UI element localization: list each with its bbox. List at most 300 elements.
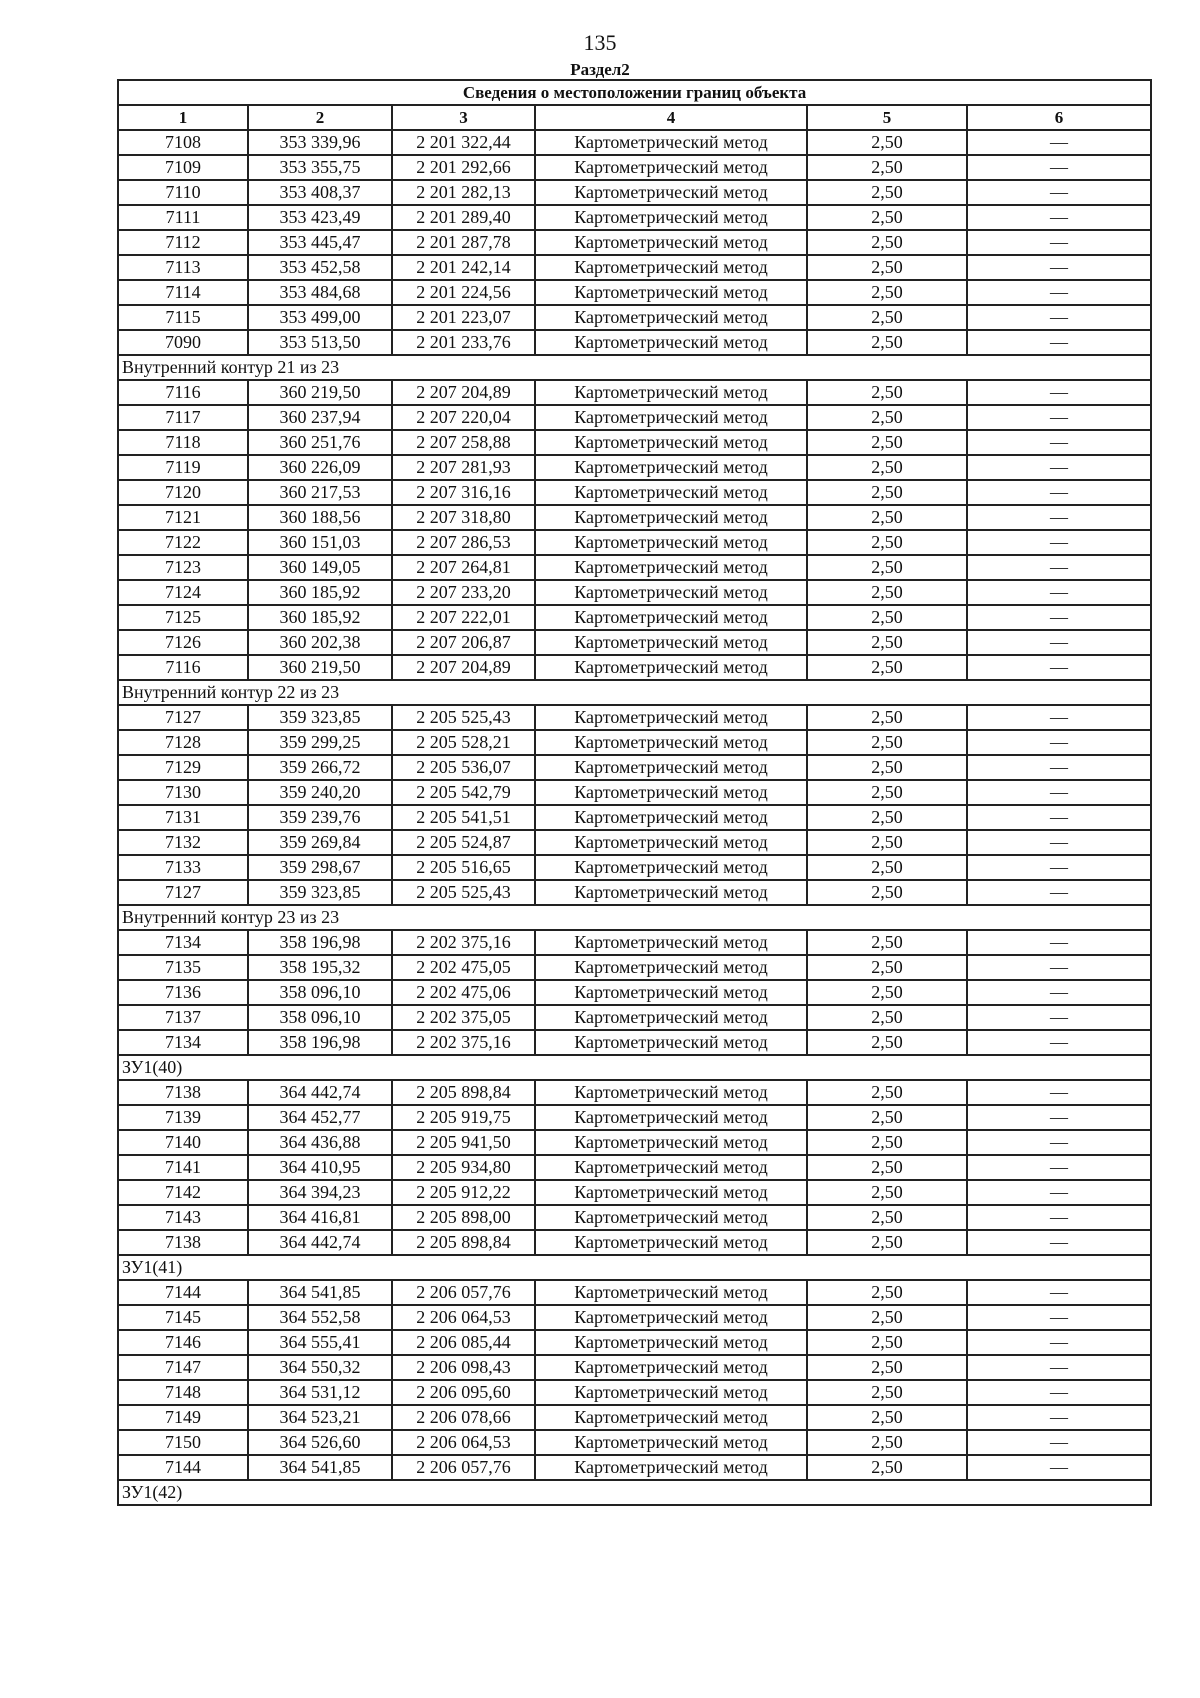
table-row (118, 430, 1151, 455)
y-coordinate-cell: 2 205 516,65 (392, 855, 535, 880)
accuracy-cell: 2,50 (807, 230, 967, 255)
contour-group-label: ЗУ1(42) (118, 1480, 1151, 1505)
x-coordinate-cell: 364 416,81 (248, 1205, 392, 1230)
table-header-row (118, 105, 1151, 130)
method-cell: Картометрический метод (535, 1005, 807, 1030)
method-cell: Картометрический метод (535, 480, 807, 505)
x-coordinate-cell: 364 541,85 (248, 1280, 392, 1305)
table-caption: Сведения о местоположении границ объекта (118, 80, 1151, 105)
method-cell: Картометрический метод (535, 805, 807, 830)
accuracy-cell: 2,50 (807, 205, 967, 230)
y-coordinate-cell: 2 205 536,07 (392, 755, 535, 780)
point-number-cell: 7111 (118, 205, 248, 230)
description-cell: — (967, 580, 1151, 605)
column-header: 4 (535, 105, 807, 130)
point-number-cell: 7109 (118, 155, 248, 180)
table-row (118, 380, 1151, 405)
description-cell: — (967, 455, 1151, 480)
y-coordinate-cell: 2 207 222,01 (392, 605, 535, 630)
y-coordinate-cell: 2 202 375,05 (392, 1005, 535, 1030)
point-number-cell: 7127 (118, 880, 248, 905)
y-coordinate-cell: 2 201 223,07 (392, 305, 535, 330)
accuracy-cell: 2,50 (807, 1005, 967, 1030)
description-cell: — (967, 930, 1151, 955)
table-row (118, 1380, 1151, 1405)
point-number-cell: 7150 (118, 1430, 248, 1455)
x-coordinate-cell: 360 219,50 (248, 655, 392, 680)
description-cell: — (967, 480, 1151, 505)
description-cell: — (967, 755, 1151, 780)
y-coordinate-cell: 2 207 264,81 (392, 555, 535, 580)
point-number-cell: 7126 (118, 630, 248, 655)
accuracy-cell: 2,50 (807, 580, 967, 605)
point-number-cell: 7140 (118, 1130, 248, 1155)
x-coordinate-cell: 358 096,10 (248, 980, 392, 1005)
description-cell: — (967, 1280, 1151, 1305)
accuracy-cell: 2,50 (807, 955, 967, 980)
contour-group-row (118, 680, 1151, 705)
method-cell: Картометрический метод (535, 930, 807, 955)
accuracy-cell: 2,50 (807, 1205, 967, 1230)
accuracy-cell: 2,50 (807, 155, 967, 180)
method-cell: Картометрический метод (535, 1405, 807, 1430)
x-coordinate-cell: 360 151,03 (248, 530, 392, 555)
x-coordinate-cell: 364 442,74 (248, 1080, 392, 1105)
x-coordinate-cell: 364 442,74 (248, 1230, 392, 1255)
x-coordinate-cell: 353 355,75 (248, 155, 392, 180)
x-coordinate-cell: 358 195,32 (248, 955, 392, 980)
table-row (118, 1305, 1151, 1330)
x-coordinate-cell: 358 096,10 (248, 1005, 392, 1030)
method-cell: Картометрический метод (535, 630, 807, 655)
x-coordinate-cell: 359 266,72 (248, 755, 392, 780)
x-coordinate-cell: 358 196,98 (248, 930, 392, 955)
accuracy-cell: 2,50 (807, 705, 967, 730)
point-number-cell: 7115 (118, 305, 248, 330)
point-number-cell: 7149 (118, 1405, 248, 1430)
y-coordinate-cell: 2 207 206,87 (392, 630, 535, 655)
x-coordinate-cell: 364 541,85 (248, 1455, 392, 1480)
contour-group-row (118, 905, 1151, 930)
point-number-cell: 7124 (118, 580, 248, 605)
accuracy-cell: 2,50 (807, 130, 967, 155)
accuracy-cell: 2,50 (807, 880, 967, 905)
y-coordinate-cell: 2 206 098,43 (392, 1355, 535, 1380)
contour-group-row (118, 1480, 1151, 1505)
table-row (118, 780, 1151, 805)
method-cell: Картометрический метод (535, 155, 807, 180)
y-coordinate-cell: 2 201 224,56 (392, 280, 535, 305)
table-row (118, 1405, 1151, 1430)
method-cell: Картометрический метод (535, 230, 807, 255)
table-row (118, 805, 1151, 830)
description-cell: — (967, 805, 1151, 830)
description-cell: — (967, 1180, 1151, 1205)
accuracy-cell: 2,50 (807, 1105, 967, 1130)
description-cell: — (967, 255, 1151, 280)
description-cell: — (967, 1230, 1151, 1255)
description-cell: — (967, 630, 1151, 655)
boundary-table (117, 79, 1152, 1506)
contour-group-row (118, 355, 1151, 380)
description-cell: — (967, 655, 1151, 680)
y-coordinate-cell: 2 205 934,80 (392, 1155, 535, 1180)
method-cell: Картометрический метод (535, 755, 807, 780)
table-row (118, 1205, 1151, 1230)
table-row (118, 1005, 1151, 1030)
point-number-cell: 7138 (118, 1230, 248, 1255)
accuracy-cell: 2,50 (807, 430, 967, 455)
table-row (118, 405, 1151, 430)
point-number-cell: 7144 (118, 1455, 248, 1480)
accuracy-cell: 2,50 (807, 605, 967, 630)
table-row (118, 655, 1151, 680)
table-row (118, 980, 1151, 1005)
point-number-cell: 7122 (118, 530, 248, 555)
x-coordinate-cell: 353 499,00 (248, 305, 392, 330)
method-cell: Картометрический метод (535, 955, 807, 980)
description-cell: — (967, 605, 1151, 630)
method-cell: Картометрический метод (535, 655, 807, 680)
description-cell: — (967, 1355, 1151, 1380)
description-cell: — (967, 1380, 1151, 1405)
table-row (118, 155, 1151, 180)
accuracy-cell: 2,50 (807, 1180, 967, 1205)
table-row (118, 1355, 1151, 1380)
y-coordinate-cell: 2 207 220,04 (392, 405, 535, 430)
description-cell: — (967, 1455, 1151, 1480)
table-row (118, 730, 1151, 755)
accuracy-cell: 2,50 (807, 1155, 967, 1180)
method-cell: Картометрический метод (535, 1455, 807, 1480)
table-row (118, 1030, 1151, 1055)
y-coordinate-cell: 2 205 528,21 (392, 730, 535, 755)
table-row (118, 1180, 1151, 1205)
x-coordinate-cell: 359 299,25 (248, 730, 392, 755)
accuracy-cell: 2,50 (807, 930, 967, 955)
accuracy-cell: 2,50 (807, 1230, 967, 1255)
y-coordinate-cell: 2 202 375,16 (392, 1030, 535, 1055)
y-coordinate-cell: 2 205 898,84 (392, 1230, 535, 1255)
accuracy-cell: 2,50 (807, 1455, 967, 1480)
point-number-cell: 7128 (118, 730, 248, 755)
column-header: 3 (392, 105, 535, 130)
method-cell: Картометрический метод (535, 780, 807, 805)
table-row (118, 205, 1151, 230)
description-cell: — (967, 130, 1151, 155)
point-number-cell: 7121 (118, 505, 248, 530)
point-number-cell: 7144 (118, 1280, 248, 1305)
method-cell: Картометрический метод (535, 430, 807, 455)
description-cell: — (967, 505, 1151, 530)
table-row (118, 955, 1151, 980)
accuracy-cell: 2,50 (807, 1380, 967, 1405)
contour-group-row (118, 1255, 1151, 1280)
column-header: 1 (118, 105, 248, 130)
contour-group-label: Внутренний контур 21 из 23 (118, 355, 1151, 380)
description-cell: — (967, 330, 1151, 355)
accuracy-cell: 2,50 (807, 1330, 967, 1355)
accuracy-cell: 2,50 (807, 1305, 967, 1330)
description-cell: — (967, 730, 1151, 755)
accuracy-cell: 2,50 (807, 330, 967, 355)
point-number-cell: 7108 (118, 130, 248, 155)
y-coordinate-cell: 2 206 064,53 (392, 1430, 535, 1455)
method-cell: Картометрический метод (535, 580, 807, 605)
accuracy-cell: 2,50 (807, 380, 967, 405)
table-row (118, 1130, 1151, 1155)
accuracy-cell: 2,50 (807, 980, 967, 1005)
table-row (118, 1230, 1151, 1255)
accuracy-cell: 2,50 (807, 780, 967, 805)
description-cell: — (967, 1155, 1151, 1180)
method-cell: Картометрический метод (535, 1030, 807, 1055)
method-cell: Картометрический метод (535, 280, 807, 305)
table-row (118, 130, 1151, 155)
y-coordinate-cell: 2 207 316,16 (392, 480, 535, 505)
point-number-cell: 7116 (118, 655, 248, 680)
description-cell: — (967, 1205, 1151, 1230)
description-cell: — (967, 1030, 1151, 1055)
table-row (118, 530, 1151, 555)
x-coordinate-cell: 364 394,23 (248, 1180, 392, 1205)
x-coordinate-cell: 353 423,49 (248, 205, 392, 230)
table-row (118, 755, 1151, 780)
x-coordinate-cell: 360 149,05 (248, 555, 392, 580)
table-row (118, 1155, 1151, 1180)
column-header: 6 (967, 105, 1151, 130)
table-row (118, 1455, 1151, 1480)
description-cell: — (967, 980, 1151, 1005)
method-cell: Картометрический метод (535, 1430, 807, 1455)
x-coordinate-cell: 364 552,58 (248, 1305, 392, 1330)
point-number-cell: 7137 (118, 1005, 248, 1030)
description-cell: — (967, 705, 1151, 730)
y-coordinate-cell: 2 201 242,14 (392, 255, 535, 280)
description-cell: — (967, 180, 1151, 205)
y-coordinate-cell: 2 207 318,80 (392, 505, 535, 530)
accuracy-cell: 2,50 (807, 505, 967, 530)
accuracy-cell: 2,50 (807, 555, 967, 580)
x-coordinate-cell: 364 452,77 (248, 1105, 392, 1130)
accuracy-cell: 2,50 (807, 630, 967, 655)
description-cell: — (967, 1305, 1151, 1330)
x-coordinate-cell: 360 185,92 (248, 605, 392, 630)
description-cell: — (967, 1130, 1151, 1155)
y-coordinate-cell: 2 205 898,00 (392, 1205, 535, 1230)
accuracy-cell: 2,50 (807, 1280, 967, 1305)
table-row (118, 505, 1151, 530)
x-coordinate-cell: 360 219,50 (248, 380, 392, 405)
contour-group-label: Внутренний контур 22 из 23 (118, 680, 1151, 705)
y-coordinate-cell: 2 201 282,13 (392, 180, 535, 205)
x-coordinate-cell: 359 323,85 (248, 880, 392, 905)
description-cell: — (967, 155, 1151, 180)
description-cell: — (967, 955, 1151, 980)
accuracy-cell: 2,50 (807, 755, 967, 780)
y-coordinate-cell: 2 201 292,66 (392, 155, 535, 180)
column-header: 2 (248, 105, 392, 130)
method-cell: Картометрический метод (535, 405, 807, 430)
point-number-cell: 7113 (118, 255, 248, 280)
x-coordinate-cell: 353 452,58 (248, 255, 392, 280)
point-number-cell: 7131 (118, 805, 248, 830)
x-coordinate-cell: 364 555,41 (248, 1330, 392, 1355)
x-coordinate-cell: 359 298,67 (248, 855, 392, 880)
method-cell: Картометрический метод (535, 705, 807, 730)
x-coordinate-cell: 353 339,96 (248, 130, 392, 155)
accuracy-cell: 2,50 (807, 455, 967, 480)
method-cell: Картометрический метод (535, 880, 807, 905)
description-cell: — (967, 1330, 1151, 1355)
x-coordinate-cell: 359 323,85 (248, 705, 392, 730)
description-cell: — (967, 305, 1151, 330)
x-coordinate-cell: 364 410,95 (248, 1155, 392, 1180)
accuracy-cell: 2,50 (807, 1080, 967, 1105)
x-coordinate-cell: 360 251,76 (248, 430, 392, 455)
y-coordinate-cell: 2 207 204,89 (392, 655, 535, 680)
x-coordinate-cell: 364 523,21 (248, 1405, 392, 1430)
y-coordinate-cell: 2 201 233,76 (392, 330, 535, 355)
accuracy-cell: 2,50 (807, 1405, 967, 1430)
x-coordinate-cell: 364 550,32 (248, 1355, 392, 1380)
accuracy-cell: 2,50 (807, 480, 967, 505)
point-number-cell: 7125 (118, 605, 248, 630)
point-number-cell: 7123 (118, 555, 248, 580)
accuracy-cell: 2,50 (807, 830, 967, 855)
table-row (118, 1105, 1151, 1130)
x-coordinate-cell: 353 408,37 (248, 180, 392, 205)
y-coordinate-cell: 2 207 286,53 (392, 530, 535, 555)
method-cell: Картометрический метод (535, 1080, 807, 1105)
y-coordinate-cell: 2 207 281,93 (392, 455, 535, 480)
point-number-cell: 7141 (118, 1155, 248, 1180)
contour-group-label: ЗУ1(41) (118, 1255, 1151, 1280)
x-coordinate-cell: 360 188,56 (248, 505, 392, 530)
y-coordinate-cell: 2 201 287,78 (392, 230, 535, 255)
accuracy-cell: 2,50 (807, 805, 967, 830)
y-coordinate-cell: 2 205 898,84 (392, 1080, 535, 1105)
x-coordinate-cell: 353 445,47 (248, 230, 392, 255)
table-row (118, 930, 1151, 955)
description-cell: — (967, 1430, 1151, 1455)
table-row (118, 830, 1151, 855)
y-coordinate-cell: 2 206 057,76 (392, 1455, 535, 1480)
x-coordinate-cell: 353 513,50 (248, 330, 392, 355)
description-cell: — (967, 1080, 1151, 1105)
accuracy-cell: 2,50 (807, 1130, 967, 1155)
point-number-cell: 7148 (118, 1380, 248, 1405)
accuracy-cell: 2,50 (807, 305, 967, 330)
y-coordinate-cell: 2 207 258,88 (392, 430, 535, 455)
x-coordinate-cell: 360 217,53 (248, 480, 392, 505)
point-number-cell: 7145 (118, 1305, 248, 1330)
table-row (118, 480, 1151, 505)
method-cell: Картометрический метод (535, 205, 807, 230)
point-number-cell: 7127 (118, 705, 248, 730)
point-number-cell: 7117 (118, 405, 248, 430)
method-cell: Картометрический метод (535, 305, 807, 330)
point-number-cell: 7136 (118, 980, 248, 1005)
method-cell: Картометрический метод (535, 1305, 807, 1330)
point-number-cell: 7120 (118, 480, 248, 505)
y-coordinate-cell: 2 206 057,76 (392, 1280, 535, 1305)
point-number-cell: 7118 (118, 430, 248, 455)
table-row (118, 330, 1151, 355)
y-coordinate-cell: 2 201 289,40 (392, 205, 535, 230)
method-cell: Картометрический метод (535, 605, 807, 630)
y-coordinate-cell: 2 205 541,51 (392, 805, 535, 830)
y-coordinate-cell: 2 206 078,66 (392, 1405, 535, 1430)
description-cell: — (967, 430, 1151, 455)
x-coordinate-cell: 359 269,84 (248, 830, 392, 855)
section-title: Раздел2 (570, 60, 630, 79)
y-coordinate-cell: 2 206 095,60 (392, 1380, 535, 1405)
method-cell: Картометрический метод (535, 1380, 807, 1405)
y-coordinate-cell: 2 205 919,75 (392, 1105, 535, 1130)
x-coordinate-cell: 360 237,94 (248, 405, 392, 430)
point-number-cell: 7130 (118, 780, 248, 805)
method-cell: Картометрический метод (535, 1230, 807, 1255)
accuracy-cell: 2,50 (807, 1030, 967, 1055)
method-cell: Картометрический метод (535, 180, 807, 205)
table-row (118, 605, 1151, 630)
method-cell: Картометрический метод (535, 555, 807, 580)
table-row (118, 180, 1151, 205)
y-coordinate-cell: 2 205 525,43 (392, 880, 535, 905)
x-coordinate-cell: 359 239,76 (248, 805, 392, 830)
method-cell: Картометрический метод (535, 1105, 807, 1130)
point-number-cell: 7129 (118, 755, 248, 780)
method-cell: Картометрический метод (535, 530, 807, 555)
description-cell: — (967, 405, 1151, 430)
description-cell: — (967, 380, 1151, 405)
table-row (118, 705, 1151, 730)
accuracy-cell: 2,50 (807, 405, 967, 430)
table-caption-row (118, 80, 1151, 105)
method-cell: Картометрический метод (535, 380, 807, 405)
table-row (118, 1430, 1151, 1455)
method-cell: Картометрический метод (535, 1180, 807, 1205)
description-cell: — (967, 1005, 1151, 1030)
point-number-cell: 7112 (118, 230, 248, 255)
method-cell: Картометрический метод (535, 255, 807, 280)
point-number-cell: 7139 (118, 1105, 248, 1130)
x-coordinate-cell: 364 531,12 (248, 1380, 392, 1405)
table-row (118, 580, 1151, 605)
contour-group-label: ЗУ1(40) (118, 1055, 1151, 1080)
table-row (118, 855, 1151, 880)
description-cell: — (967, 855, 1151, 880)
page-number: 135 (583, 30, 617, 55)
table-row (118, 255, 1151, 280)
y-coordinate-cell: 2 205 524,87 (392, 830, 535, 855)
x-coordinate-cell: 360 185,92 (248, 580, 392, 605)
method-cell: Картометрический метод (535, 1355, 807, 1380)
column-header: 5 (807, 105, 967, 130)
x-coordinate-cell: 364 526,60 (248, 1430, 392, 1455)
point-number-cell: 7135 (118, 955, 248, 980)
x-coordinate-cell: 358 196,98 (248, 1030, 392, 1055)
accuracy-cell: 2,50 (807, 730, 967, 755)
y-coordinate-cell: 2 205 941,50 (392, 1130, 535, 1155)
x-coordinate-cell: 360 202,38 (248, 630, 392, 655)
y-coordinate-cell: 2 207 233,20 (392, 580, 535, 605)
method-cell: Картометрический метод (535, 1280, 807, 1305)
accuracy-cell: 2,50 (807, 1430, 967, 1455)
description-cell: — (967, 780, 1151, 805)
method-cell: Картометрический метод (535, 730, 807, 755)
